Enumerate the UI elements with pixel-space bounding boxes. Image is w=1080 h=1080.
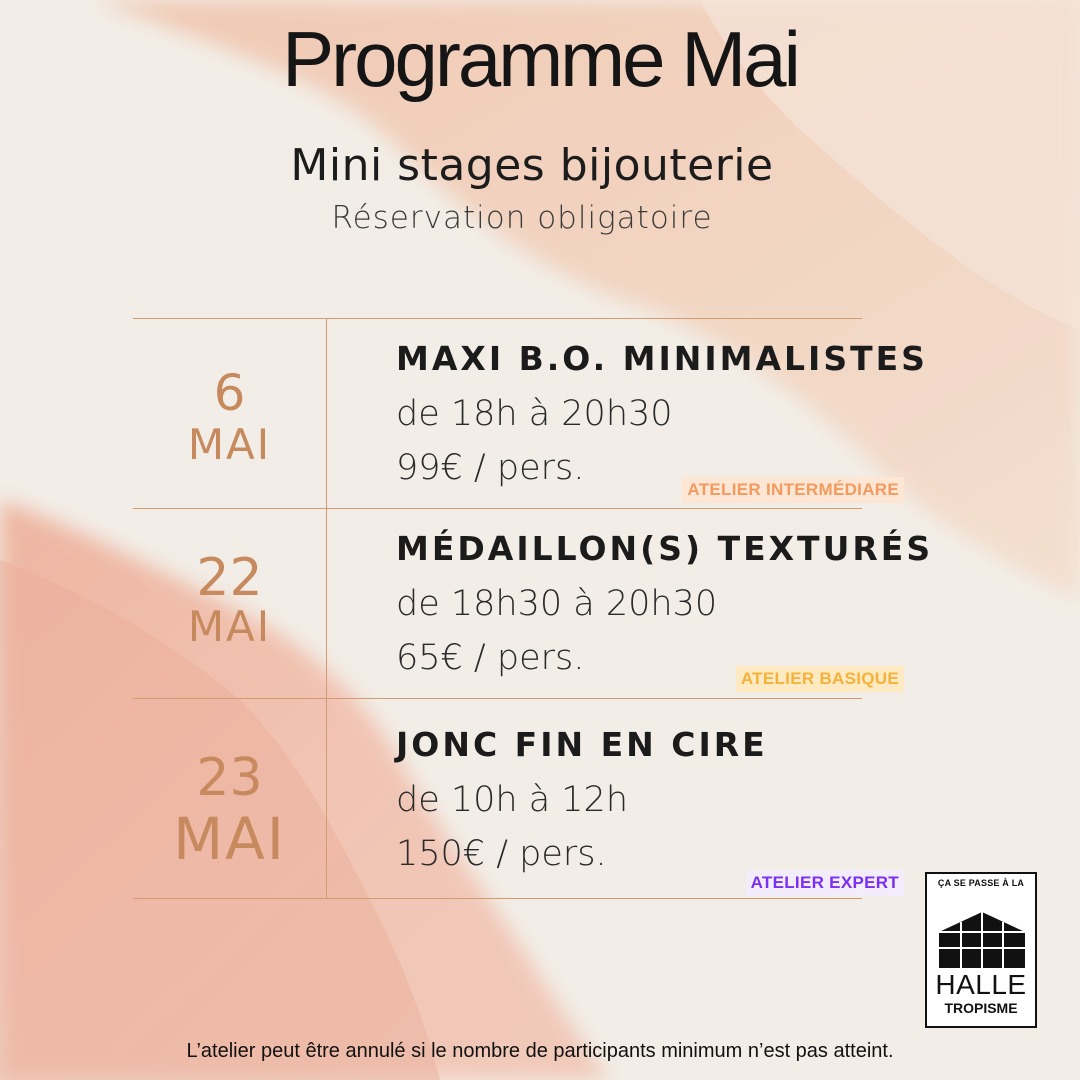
event-month: MAI — [187, 420, 272, 469]
reservation-note: Réservation obligatoire — [331, 200, 713, 236]
event-time: de 18h30 à 20h30 — [396, 584, 718, 624]
event-date — [133, 548, 326, 651]
table-divider-bottom — [133, 898, 862, 899]
event-name: MAXI B.O. MINIMALISTES — [396, 339, 928, 378]
event-name: JONC FIN EN CIRE — [396, 725, 768, 764]
table-column-divider — [326, 318, 327, 898]
event-month: MAI — [187, 602, 272, 651]
event-day: 23 — [196, 748, 263, 808]
page-title: Programme Mai — [282, 15, 798, 103]
event-time: de 10h à 12h — [396, 780, 629, 820]
greenhouse-icon — [939, 910, 1025, 968]
table-divider — [133, 698, 862, 699]
table-divider — [133, 508, 862, 509]
event-date — [133, 748, 326, 873]
page-subtitle: Mini stages bijouterie — [290, 140, 774, 191]
event-details — [396, 339, 928, 488]
halle-tropisme-logo — [925, 872, 1037, 1028]
event-name: MÉDAILLON(S) TEXTURÉS — [396, 529, 934, 568]
level-badge: ATELIER BASIQUE — [736, 666, 904, 692]
logo-name-line1: HALLE — [935, 969, 1027, 1000]
event-day: 6 — [213, 364, 246, 422]
event-month: MAI — [173, 805, 286, 873]
table-divider-top — [133, 318, 862, 319]
event-price: 150€ / pers. — [396, 834, 607, 874]
event-details — [396, 725, 916, 874]
logo-name-line2: TROPISME — [944, 1000, 1018, 1016]
event-price: 99€ / pers. — [396, 448, 585, 488]
event-details — [396, 529, 934, 678]
logo-tagline: ÇA SE PASSE À LA — [937, 878, 1025, 888]
event-day: 22 — [196, 548, 263, 608]
event-date — [133, 364, 326, 469]
event-time: de 18h à 20h30 — [396, 394, 673, 434]
event-price: 65€ / pers. — [396, 638, 585, 678]
level-badge: ATELIER INTERMÉDIARE — [682, 477, 904, 503]
level-badge: ATELIER EXPERT — [746, 870, 904, 896]
cancellation-disclaimer: L’atelier peut être annulé si le nombre de participants minimum n’est pas atteint. — [186, 1040, 894, 1062]
